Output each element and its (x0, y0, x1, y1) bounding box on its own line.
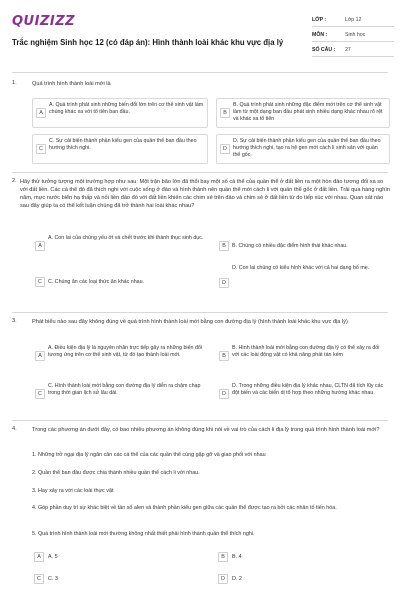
option-a-letter[interactable]: A (34, 552, 44, 562)
option-text: A. Điều kiện địa lý là nguyên nhân trực tiếp gây ra những biến đổi tương ứng trên cơ thể sinh vật, từ đó tạo thành loài mới. (48, 345, 203, 359)
option-text: D. Sự cải biến thành phần kiểu gen của quần thể ban đầu theo hướng thích nghi, tạo ra hệ gen mới cách li sinh sản với quần thể gốc. (233, 138, 381, 159)
question-text: Phát biểu nào sau đây không đúng về quá trình hình thành loài mới bằng con đường địa lý (hình thành loài khác khu vực địa lý) (32, 319, 348, 325)
option-b-text[interactable]: B. 4 (232, 554, 242, 560)
option-c-text[interactable]: C. 3 (48, 576, 58, 582)
option-a[interactable] (32, 98, 208, 128)
option-letter: B (219, 241, 229, 251)
option-b[interactable] (216, 98, 390, 128)
meta-value: Lớp 12 (345, 17, 362, 23)
option-letter: D (220, 144, 230, 154)
option-c-letter[interactable]: C (34, 574, 44, 584)
option-letter: C (35, 277, 45, 287)
question-2 (12, 178, 390, 308)
option-text: D. Con lai chúng có kiểu hình khác với cả hai dạng bố mẹ. (232, 265, 370, 271)
option-letter: B (219, 351, 229, 361)
option-d-text[interactable]: D. 2 (232, 576, 242, 582)
option-b-letter[interactable]: B (218, 552, 228, 562)
option-d[interactable] (216, 380, 390, 410)
statement: 4. Góp phần duy trì sự khác biệt về tần số alen và thành phần kiểu gen giữa các quần thể được tạo ra bởi các nhân tố tiến hóa. (32, 505, 337, 511)
option-letter: A (35, 351, 45, 361)
divider (12, 172, 388, 173)
option-letter: D (219, 389, 229, 399)
option-text: A. Quá trình phát sinh những biến đổi lớn trên cơ thể sinh vật làm chúng khác xa với tổ tiên ban đầu. (49, 102, 204, 116)
option-b[interactable] (216, 232, 390, 262)
meta-row-count (312, 44, 394, 57)
worksheet-meta (312, 14, 394, 59)
question-text: Hãy thử tưởng tượng một trường hợp như sau: Một trận bão lớn đã thổi bay một số cá thể của quần thể ở đất liền ra một hòn đảo tương đối xa so với đất liền. Các cá thể đó đã thích nghi với cuộc sống ở đảo và hình thành nên quần thể mới cách li với quần thể gốc ở đất liền. Trải qua hàng nghìn năm, mực nước biển hạ thấp và nối liền đảo đó với đất liền khiến các chim sẻ trên đảo và chim sẻ ở đất liền từ do tiếp xúc với nhau. Quan sát nào sau đây giúp ta có thể kết luận chúng đã trở thành hai loài khác nhau? (20, 179, 390, 209)
option-letter: A (36, 108, 46, 118)
divider (12, 72, 388, 73)
option-letter: D (219, 278, 229, 288)
option-letter: B (220, 108, 230, 118)
meta-label: LỚP : (312, 17, 327, 23)
meta-label: SỐ CÂU : (312, 47, 336, 53)
option-text: B. Chúng có nhiều đặc điểm hình thái khác nhau. (232, 243, 348, 249)
divider (12, 312, 388, 313)
option-c[interactable] (32, 134, 208, 164)
option-a[interactable] (32, 232, 208, 262)
option-text: D. Trong những điều kiện địa lý khác nhau, CLTN đã tích lũy các đột biến và các biến dị tổ hợp theo những hướng khác nhau. (232, 383, 384, 397)
statement: 2. Quần thể ban đầu được chia thành nhiều quần thể cách li với nhau. (32, 470, 200, 476)
option-d[interactable] (216, 134, 390, 164)
option-text: A. Con lai của chúng yếu ớt và chết trước khi thành thục sinh dục. (48, 235, 204, 241)
worksheet-header (12, 10, 388, 66)
meta-label: MÔN : (312, 32, 328, 38)
option-text: C. Chúng ăn các loại thức ăn khác nhau. (48, 279, 145, 285)
statement: 3. Hay xảy ra với các loài thực vật (32, 488, 114, 494)
question-1 (12, 80, 390, 170)
meta-row-subject (312, 29, 394, 42)
option-a[interactable] (32, 342, 208, 372)
option-b[interactable] (216, 342, 390, 372)
question-number: 4. (12, 426, 17, 432)
question-number: 2. (12, 178, 17, 184)
option-text: B. Hình thành loài mới bằng con đường địa lý có thể xảy ra đối với các loài động vật có khả năng phát tán kém (232, 345, 380, 359)
option-text: B. Quá trình phát sinh những đặc điểm mới trên cơ thể sinh vật làm từ một dạng ban đầu phát sinh nhiều dạng khác nhau rõ rệt và khác xa tổ tiên (233, 102, 383, 123)
statement: 5. Quá trình hình thành loài mới thường không nhất thiết phải hình thành quần thể thích nghi. (32, 531, 255, 537)
question-number: 1. (12, 80, 17, 86)
statement: 1. Những trở ngại địa lý ngăn cản các cá thể của các quần thể cùng gặp gỡ và giao phối với nhau (32, 452, 266, 458)
question-number: 3. (12, 318, 17, 324)
divider (12, 420, 388, 421)
option-text: C. Hình thành loài mới bằng con đường địa lý diễn ra chậm chạp trong thời gian lịch sử lâu dài. (48, 383, 201, 397)
option-d-letter[interactable]: D (218, 574, 228, 584)
question-text: Quá trình hình thành loài mới là (32, 81, 111, 87)
option-text: C. Sự cải biến thành phần kiểu gen của quần thể ban đầu theo hướng thích nghi. (49, 138, 197, 152)
question-text: Trong các phương án dưới đây, có bao nhiêu phương án không đúng khi nói về vai trò của cách li địa lý trong quá trình hình thành loài mới? (32, 427, 380, 433)
question-3 (12, 318, 390, 418)
quizizz-logo: QUIZIZZ (12, 14, 76, 29)
meta-value: Sinh học (345, 32, 366, 38)
option-d[interactable] (216, 262, 390, 292)
option-a-text[interactable]: A. 5 (48, 554, 58, 560)
option-c[interactable] (32, 380, 208, 410)
meta-value: 27 (345, 47, 351, 53)
worksheet-title: Trắc nghiệm Sinh học 12 (có đáp án): Hình thành loài khác khu vực địa lý (12, 38, 284, 47)
option-c[interactable] (32, 268, 208, 298)
meta-row-class (312, 14, 394, 27)
option-letter: A (35, 241, 45, 251)
option-letter: C (35, 389, 45, 399)
option-letter: C (36, 144, 46, 154)
